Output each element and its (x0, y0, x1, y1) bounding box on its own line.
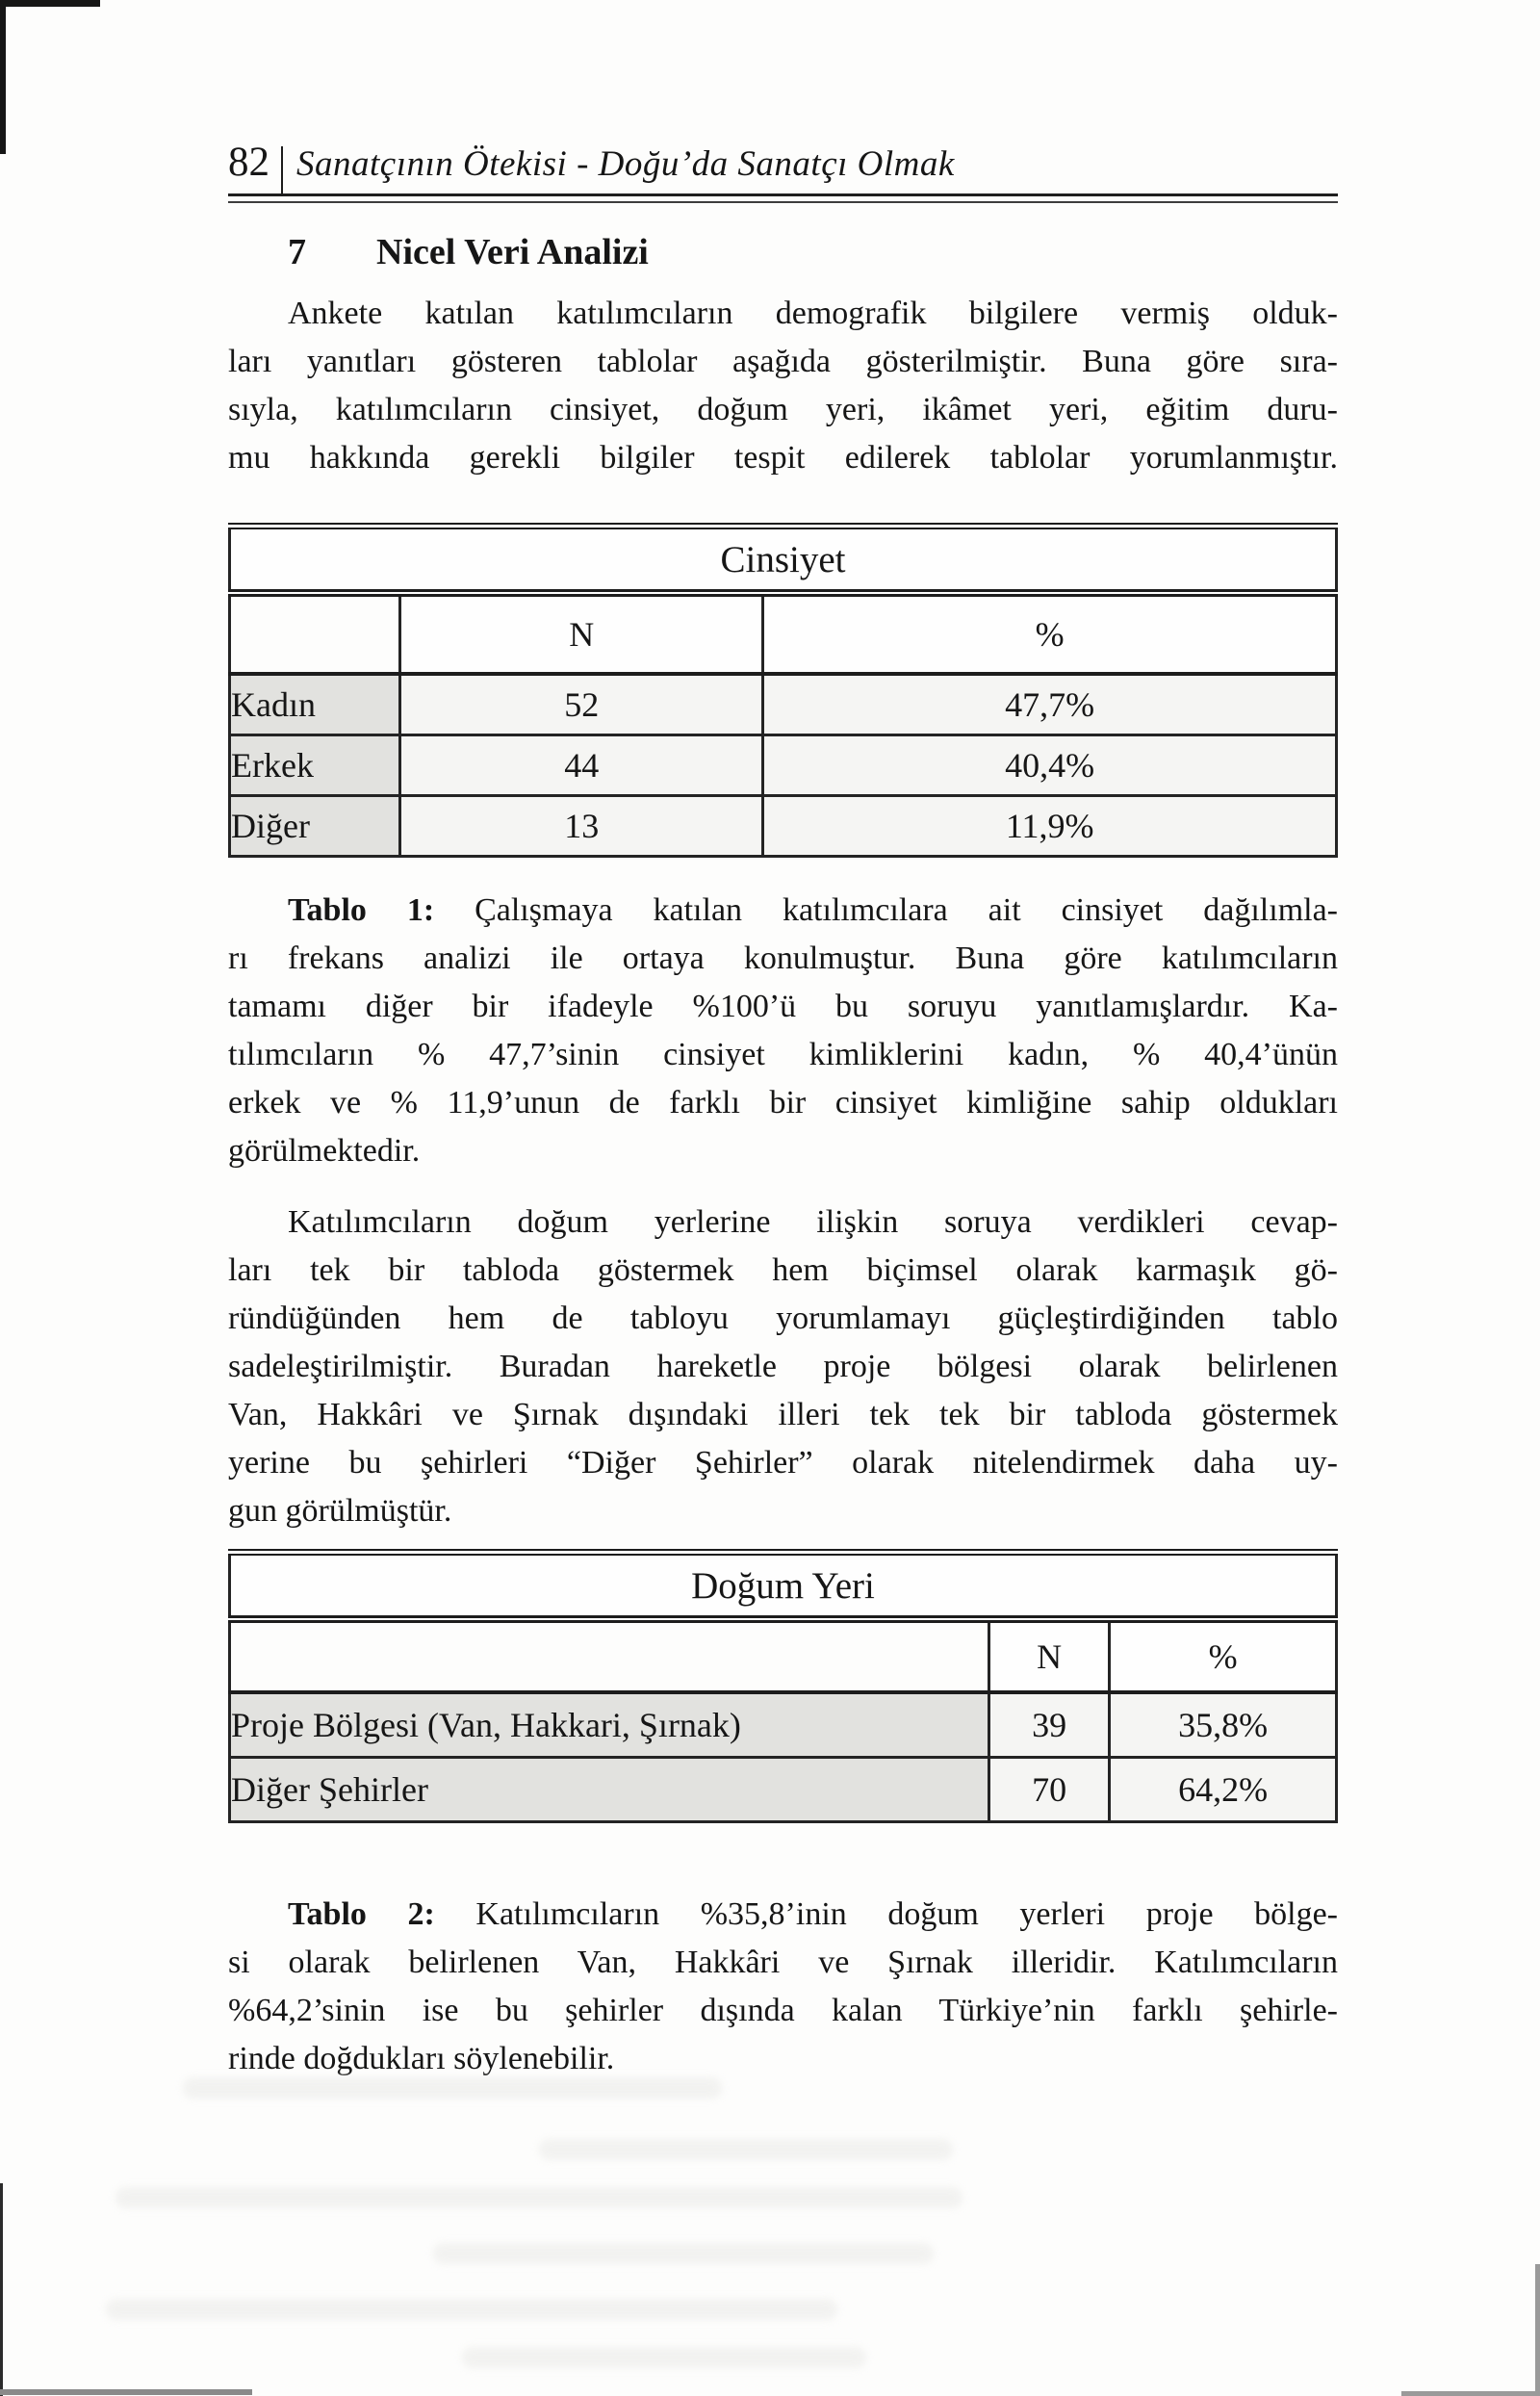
table-row (230, 1692, 1337, 1758)
text-line (228, 1891, 1338, 1939)
section-title: Nicel Veri Analizi (376, 232, 649, 272)
scan-artifact-bottom-right-horizontal (1401, 2391, 1540, 2396)
text-line: Van, Hakkâri ve Şırnak dışındaki illeri tek tek bir tabloda göstermek (228, 1397, 1338, 1432)
bleedthrough-line (183, 2077, 722, 2099)
table-title-row (230, 527, 1337, 594)
table-title-row (230, 1553, 1337, 1620)
running-title: Sanatçının Ötekisi - Doğu’da Sanatçı Olmak (296, 144, 955, 184)
column-header-n: N (988, 1619, 1109, 1692)
paragraph-dogum-yeri (228, 1198, 1338, 1535)
caption-tablo-1 (228, 887, 1338, 1175)
table-title: Cinsiyet (230, 527, 1337, 594)
caption-text: Çalışmaya katılan katılımcılara ait cinsiyet dağılımla- (434, 892, 1338, 928)
cell-n: 39 (988, 1692, 1109, 1758)
cell-n: 52 (400, 674, 763, 735)
text-line: ları yanıtları gösteren tablolar aşağıda gösterilmiştir. Buna göre sıra- (228, 344, 1338, 379)
header-divider-line (281, 146, 283, 196)
column-header-pct: % (763, 593, 1337, 674)
bleedthrough-line (539, 2139, 953, 2160)
text-line: görülmektedir. (228, 1133, 421, 1169)
text-line: sıyla, katılımcıların cinsiyet, doğum yeri, ikâmet yeri, eğitim duru- (228, 392, 1338, 427)
empty-header-cell (230, 1619, 989, 1692)
caption-text: Katılımcıların %35,8’inin doğum yerleri proje bölge- (434, 1896, 1339, 1932)
text-line: ları tek bir tabloda göstermek hem biçimsel olarak karmaşık gö- (228, 1252, 1338, 1288)
row-label: Diğer Şehirler (230, 1758, 989, 1822)
table-row (230, 796, 1337, 857)
header-rule (228, 193, 1338, 203)
text-line: erkek ve % 11,9’unun de farklı bir cinsiyet kimliğine sahip oldukları (228, 1085, 1338, 1121)
table-title: Doğum Yeri (230, 1553, 1337, 1620)
table-row (230, 674, 1337, 735)
cell-pct: 11,9% (763, 796, 1337, 857)
bleedthrough-line (462, 2347, 866, 2368)
row-label: Erkek (230, 735, 400, 796)
scan-artifact-top-left-vertical (0, 0, 6, 154)
text-line: rı frekans analizi ile ortaya konulmuştur. Buna göre katılımcıların (228, 940, 1338, 976)
text-line: Ankete katılan katılımcıların demografik bilgilere vermiş olduk- (288, 296, 1338, 331)
row-label: Kadın (230, 674, 400, 735)
text-line: ründüğünden hem de tabloyu yorumlamayı güçleştirdiğinden tablo (228, 1301, 1338, 1336)
text-line: tılımcıların % 47,7’sinin cinsiyet kimliklerini kadın, % 40,4’ünün (228, 1037, 1338, 1072)
table-dogum-yeri (228, 1549, 1338, 1823)
cell-pct: 64,2% (1110, 1758, 1337, 1822)
cell-n: 13 (400, 796, 763, 857)
scan-artifact-top-left-horizontal (0, 0, 100, 7)
text-line: rinde doğdukları söylenebilir. (228, 2041, 615, 2076)
empty-header-cell (230, 593, 400, 674)
page-number: 82 (228, 140, 270, 185)
cell-pct: 40,4% (763, 735, 1337, 796)
bleedthrough-line (433, 2243, 934, 2264)
text-line: mu hakkında gerekli bilgiler tespit edilerek tablolar yorumlanmıştır. (228, 440, 1338, 476)
text-line: %64,2’sinin ise bu şehirler dışında kalan Türkiye’nin farklı şehirle- (228, 1993, 1338, 2028)
table-header-row (230, 1619, 1337, 1692)
table-header-row (230, 593, 1337, 674)
text-line: gun görülmüştür. (228, 1493, 452, 1529)
caption-tablo-2 (228, 1891, 1338, 2083)
paragraph-demographics (228, 290, 1338, 482)
scan-artifact-bottom-right-vertical (1535, 2264, 1540, 2396)
bleedthrough-line (116, 2187, 962, 2208)
column-header-pct: % (1110, 1619, 1337, 1692)
cell-pct: 47,7% (763, 674, 1337, 735)
caption-label: Tablo 1: (288, 892, 435, 928)
bleedthrough-line (106, 2299, 837, 2320)
table-row (230, 1758, 1337, 1822)
column-header-n: N (400, 593, 763, 674)
section-number: 7 (288, 232, 306, 272)
text-line (228, 887, 1338, 935)
cell-n: 70 (988, 1758, 1109, 1822)
page-header (228, 141, 1338, 191)
text-line: si olarak belirlenen Van, Hakkâri ve Şırnak illeridir. Katılımcıların (228, 1945, 1338, 1980)
text-line: tamamı diğer bir ifadeyle %100’ü bu soruyu yanıtlamışlardır. Ka- (228, 989, 1338, 1024)
text-line: Katılımcıların doğum yerlerine ilişkin soruya verdikleri cevap- (288, 1204, 1338, 1240)
row-label: Proje Bölgesi (Van, Hakkari, Şırnak) (230, 1692, 989, 1758)
caption-label: Tablo 2: (288, 1896, 435, 1932)
scan-artifact-bottom-left-horizontal (0, 2389, 252, 2395)
text-line: sadeleştirilmiştir. Buradan hareketle proje bölgesi olarak belirlenen (228, 1349, 1338, 1384)
page-content (228, 0, 1338, 2083)
scan-artifact-bottom-left-vertical (0, 2183, 3, 2396)
section-heading (288, 230, 1338, 274)
text-line: yerine bu şehirleri “Diğer Şehirler” olarak nitelendirmek daha uy- (228, 1445, 1338, 1481)
cell-pct: 35,8% (1110, 1692, 1337, 1758)
cell-n: 44 (400, 735, 763, 796)
row-label: Diğer (230, 796, 400, 857)
table-row (230, 735, 1337, 796)
table-cinsiyet (228, 523, 1338, 858)
